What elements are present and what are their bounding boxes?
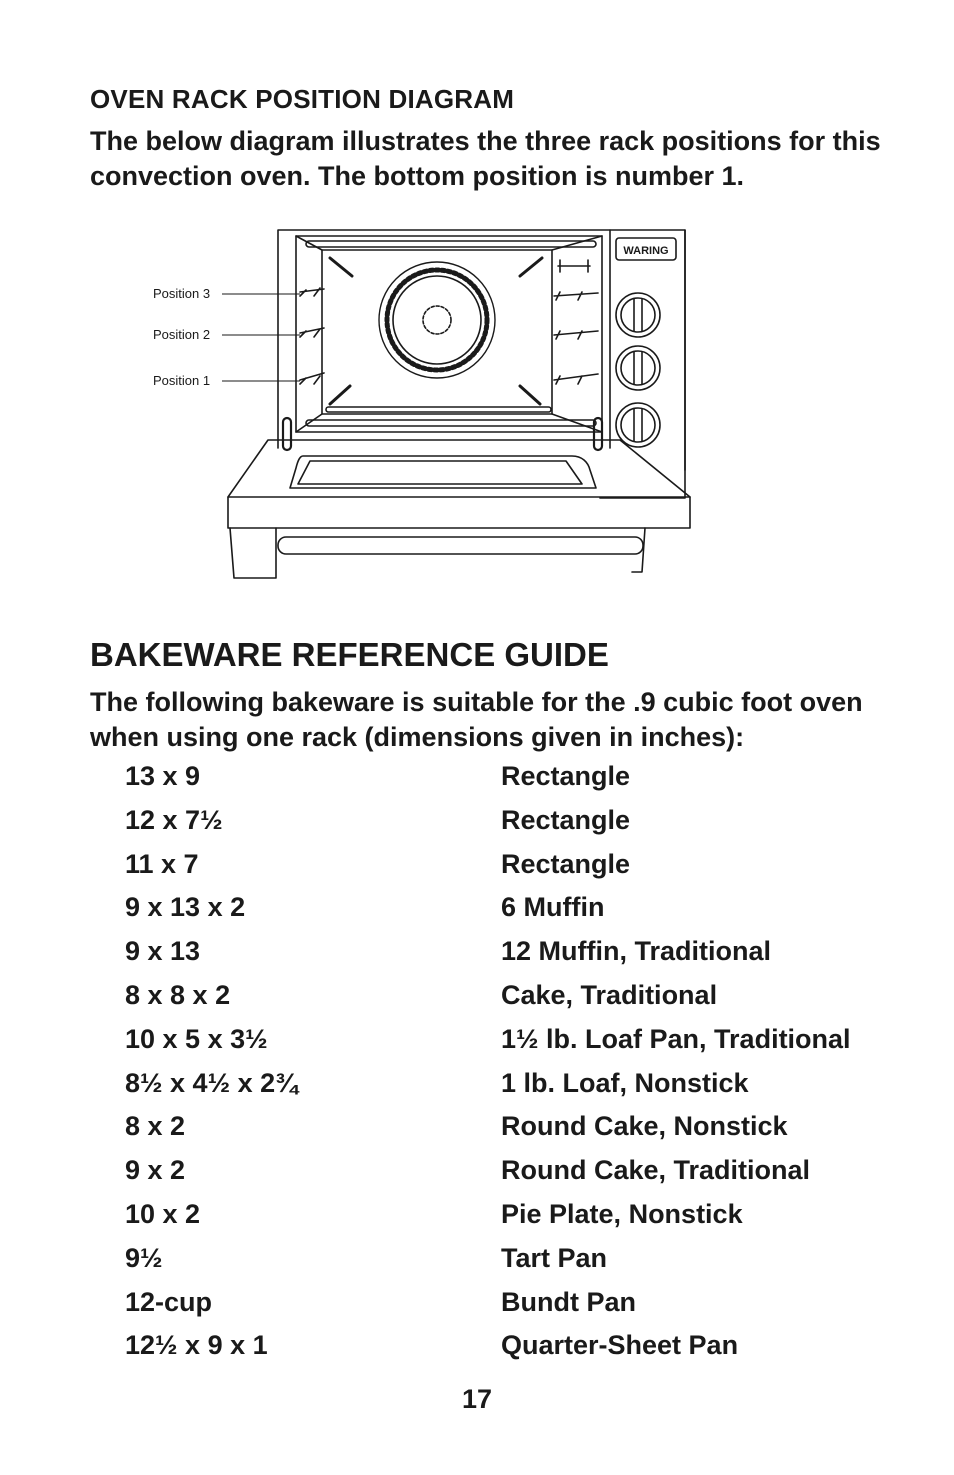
table-row [125,936,885,980]
type-cell: Tart Pan [501,1242,608,1273]
table-row [125,1199,885,1243]
bakeware-description: The following bakeware is suitable for the .9 cubic foot oven when using one rack (dimensions given in inches): [90,687,863,752]
dimensions-cell: 9 x 13 x 2 [125,892,246,923]
type-cell: Quarter-Sheet Pan [501,1330,739,1361]
dimensions-cell: 8 x 8 x 2 [125,979,231,1010]
dimensions-cell: 9 x 2 [125,1155,186,1186]
type-cell: Round Cake, Traditional [501,1155,811,1186]
dimensions-cell: 8 x 2 [125,1111,186,1142]
type-cell: Bundt Pan [501,1286,636,1317]
table-row [125,1155,885,1199]
table-row [125,1068,885,1112]
type-cell: Pie Plate, Nonstick [501,1198,743,1229]
type-cell: 6 Muffin [501,892,605,923]
dimensions-cell: 12 x 7½ [125,804,223,835]
dimensions-cell: 10 x 2 [125,1198,201,1229]
dimensions-cell: 10 x 5 x 3½ [125,1023,268,1054]
type-cell: 12 Muffin, Traditional [501,936,772,967]
position-3-label: Position 3 [153,286,211,301]
table-row [125,1024,885,1068]
dimensions-cell: 12½ x 9 x 1 [125,1330,268,1361]
bakeware-table [125,761,885,1374]
rack-diagram-intro: The below diagram illustrates the three rack positions for this convection oven. The bottom position is number 1. [90,126,881,191]
table-row [125,1111,885,1155]
type-cell: Rectangle [501,761,631,791]
dimensions-cell: 9 x 13 [125,936,201,967]
dimensions-cell: 8½ x 4½ x 2¾ [125,1067,298,1098]
position-2-label: Position 2 [153,327,211,342]
page-number: 17 [461,1384,493,1414]
table-row [125,761,885,805]
oven-rack-diagram [140,222,700,587]
position-1-label: Position 1 [153,373,211,388]
type-cell: 1 lb. Loaf, Nonstick [501,1067,749,1098]
type-cell: Rectangle [501,848,631,879]
table-row [125,892,885,936]
table-row [125,805,885,849]
bakeware-heading: BAKEWARE REFERENCE GUIDE [90,636,609,673]
table-row [125,980,885,1024]
table-row [125,1243,885,1287]
type-cell: Rectangle [501,804,631,835]
rack-diagram-heading: OVEN RACK POSITION DIAGRAM [90,84,515,114]
table-row [125,849,885,893]
type-cell: Round Cake, Nonstick [501,1111,788,1142]
dimensions-cell: 12-cup [125,1286,213,1317]
dimensions-cell: 9½ [125,1242,163,1273]
type-cell: 1½ lb. Loaf Pan, Traditional [501,1023,851,1054]
table-row [125,1287,885,1331]
dimensions-cell: 11 x 7 [125,848,199,879]
type-cell: Cake, Traditional [501,979,718,1010]
brand-label: WARING [623,245,669,257]
table-row [125,1330,885,1374]
dimensions-cell: 13 x 9 [125,761,201,791]
